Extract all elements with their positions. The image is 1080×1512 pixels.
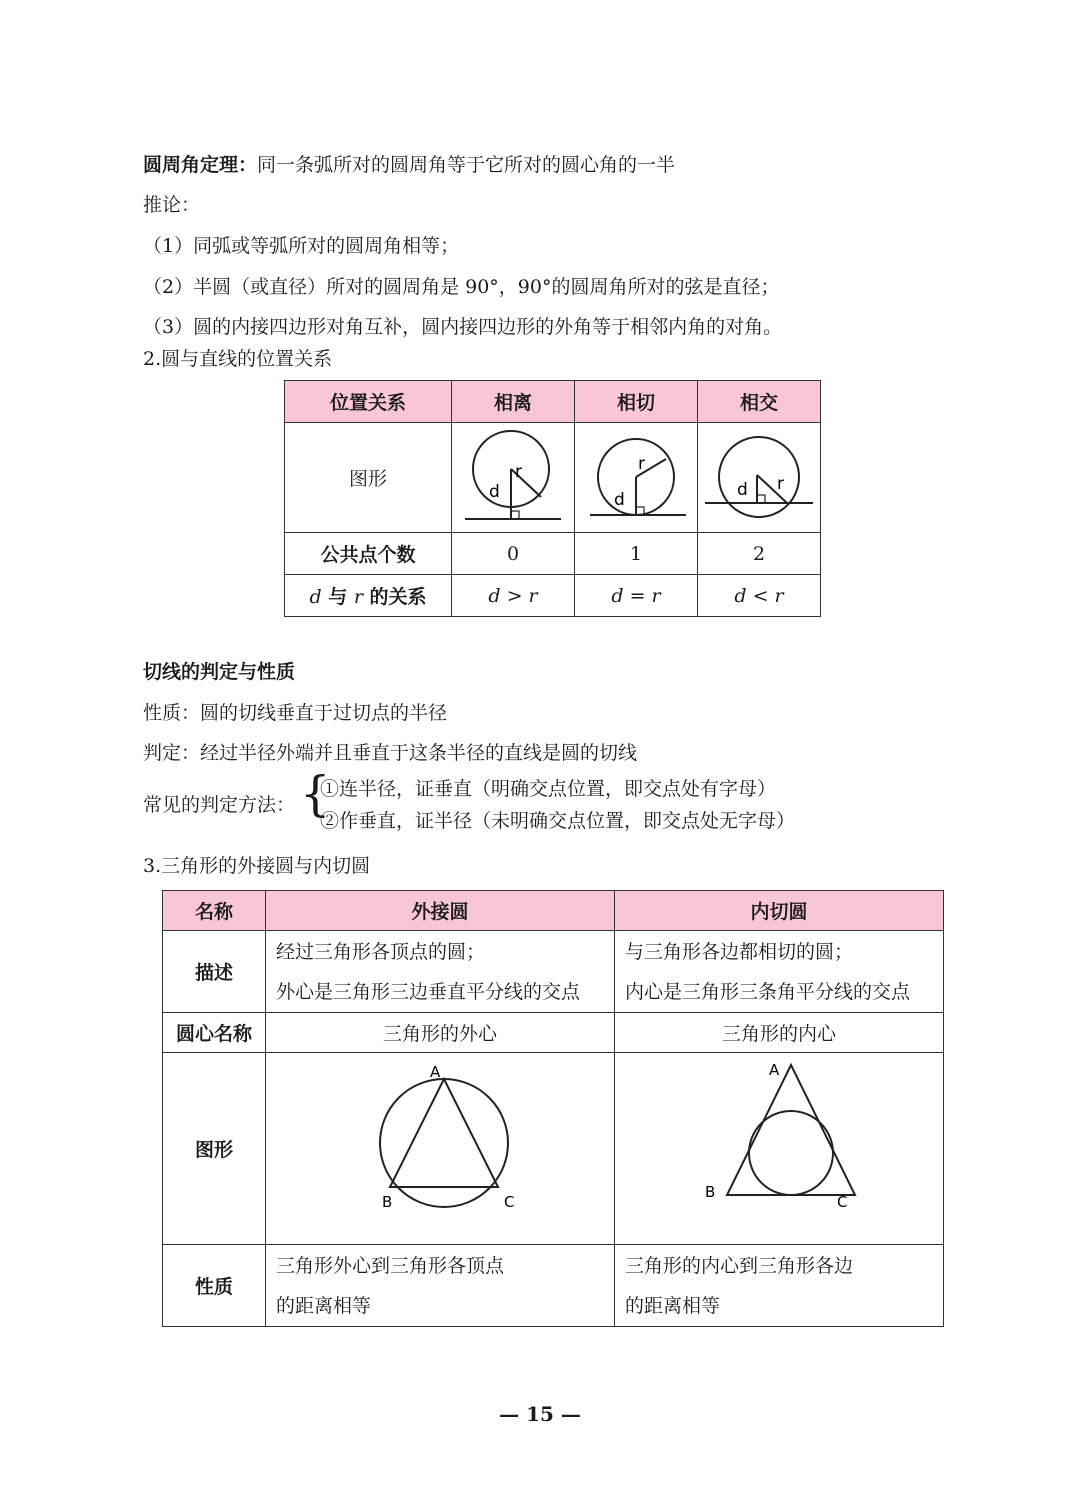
prop-outer <box>266 1245 615 1327</box>
section3-title: 3.三角形的外接圆与内切圆 <box>143 855 371 877</box>
desc-outer-line-1: 经过三角形各顶点的圆； <box>276 940 486 963</box>
theorem-title: 圆周角定理： <box>143 154 258 176</box>
vertex-b-label: B <box>705 1183 716 1201</box>
prop-inner-line-1: 三角形的内心到三角形各边 <box>625 1254 854 1277</box>
row-label-relation <box>285 575 452 617</box>
corollary-item-1: （1）同弧或等弧所对的圆周角相等； <box>143 235 460 257</box>
desc-outer-line-2: 外心是三角形三边垂直平分线的交点 <box>276 980 581 1003</box>
desc-inner-line-1: 与三角形各边都相切的圆； <box>625 940 854 963</box>
tangent-title: 切线的判定与性质 <box>143 661 296 683</box>
theorem-text: 同一条弧所对的圆周角等于它所对的圆心角的一半 <box>257 154 676 176</box>
row-label-figure-3: 图形 <box>163 1053 266 1245</box>
circumcircle-diagram <box>270 1053 610 1239</box>
tangent-judgement: 判定：经过半径外端并且垂直于这条半径的直线是圆的切线 <box>143 742 638 764</box>
row-label-prop: 性质 <box>163 1245 266 1327</box>
d-label: d <box>614 490 625 510</box>
figure-incircle <box>615 1053 944 1245</box>
center-outer: 三角形的外心 <box>266 1013 615 1053</box>
figure-tangent <box>575 423 698 533</box>
header-circumcircle: 外接圆 <box>266 891 615 931</box>
relation-label-d: d <box>309 586 322 608</box>
method-1: ①连半径，证垂直（明确交点位置，即交点处有字母） <box>320 778 777 800</box>
corollary-item-3: （3）圆的内接四边形对角互补，圆内接四边形的外角等于相邻内角的对角。 <box>143 316 783 338</box>
corollary-label: 推论： <box>143 194 201 216</box>
methods-label: 常见的判定方法： <box>143 794 296 816</box>
d-label: d <box>737 480 748 500</box>
tangent-property: 性质：圆的切线垂直于过切点的半径 <box>143 702 448 724</box>
row-label-desc: 描述 <box>163 931 266 1013</box>
vertex-c-label: C <box>837 1193 848 1211</box>
prop-outer-line-1: 三角形外心到三角形各顶点 <box>276 1254 505 1277</box>
points-separate: 0 <box>452 533 575 575</box>
desc-inner-line-2: 内心是三角形三条角平分线的交点 <box>625 980 911 1003</box>
section2-title: 2.圆与直线的位置关系 <box>143 348 333 370</box>
incircle-diagram <box>617 1053 941 1239</box>
relation-separate: d > r <box>452 575 575 617</box>
brace-symbol: { <box>300 766 331 822</box>
intersect-diagram <box>699 423 819 527</box>
figure-intersect <box>698 423 821 533</box>
vertex-b-label: B <box>382 1193 393 1211</box>
desc-inner <box>615 931 944 1013</box>
d-label: d <box>489 482 500 502</box>
vertex-a-label: A <box>769 1061 780 1079</box>
row-label-points: 公共点个数 <box>285 533 452 575</box>
row-label-center: 圆心名称 <box>163 1013 266 1053</box>
relation-tangent: d = r <box>575 575 698 617</box>
desc-outer <box>266 931 615 1013</box>
figure-circumcircle <box>266 1053 615 1245</box>
header-position: 位置关系 <box>285 381 452 423</box>
relation-label-end: 的关系 <box>362 586 427 608</box>
header-separate: 相离 <box>452 381 575 423</box>
vertex-a-label: A <box>430 1063 441 1081</box>
relation-intersect: d < r <box>698 575 821 617</box>
vertex-c-label: C <box>504 1193 515 1211</box>
figure-separate <box>452 423 575 533</box>
points-intersect: 2 <box>698 533 821 575</box>
relation-label-mid: 与 <box>321 586 354 608</box>
points-tangent: 1 <box>575 533 698 575</box>
prop-inner-line-2: 的距离相等 <box>625 1294 721 1317</box>
theorem-line <box>143 150 675 177</box>
method-2: ②作垂直，证半径（未明确交点位置，即交点处无字母） <box>320 810 796 832</box>
r-label: r <box>638 454 645 474</box>
page-number: — 15 — <box>499 1402 581 1426</box>
row-label-figure: 图形 <box>285 423 452 533</box>
header-name: 名称 <box>163 891 266 931</box>
corollary-item-2: （2）半圆（或直径）所对的圆周角是 90°，90°的圆周角所对的弦是直径； <box>143 276 780 298</box>
r-label: r <box>777 474 784 494</box>
circle-line-table <box>284 380 821 617</box>
header-intersect: 相交 <box>698 381 821 423</box>
tangent-diagram <box>576 423 696 527</box>
r-label: r <box>515 462 522 482</box>
separate-diagram <box>453 423 573 527</box>
triangle-circle-table <box>162 890 944 1327</box>
header-incircle: 内切圆 <box>615 891 944 931</box>
prop-inner <box>615 1245 944 1327</box>
center-inner: 三角形的内心 <box>615 1013 944 1053</box>
header-tangent: 相切 <box>575 381 698 423</box>
relation-label-r: r <box>353 586 363 608</box>
prop-outer-line-2: 的距离相等 <box>276 1294 372 1317</box>
